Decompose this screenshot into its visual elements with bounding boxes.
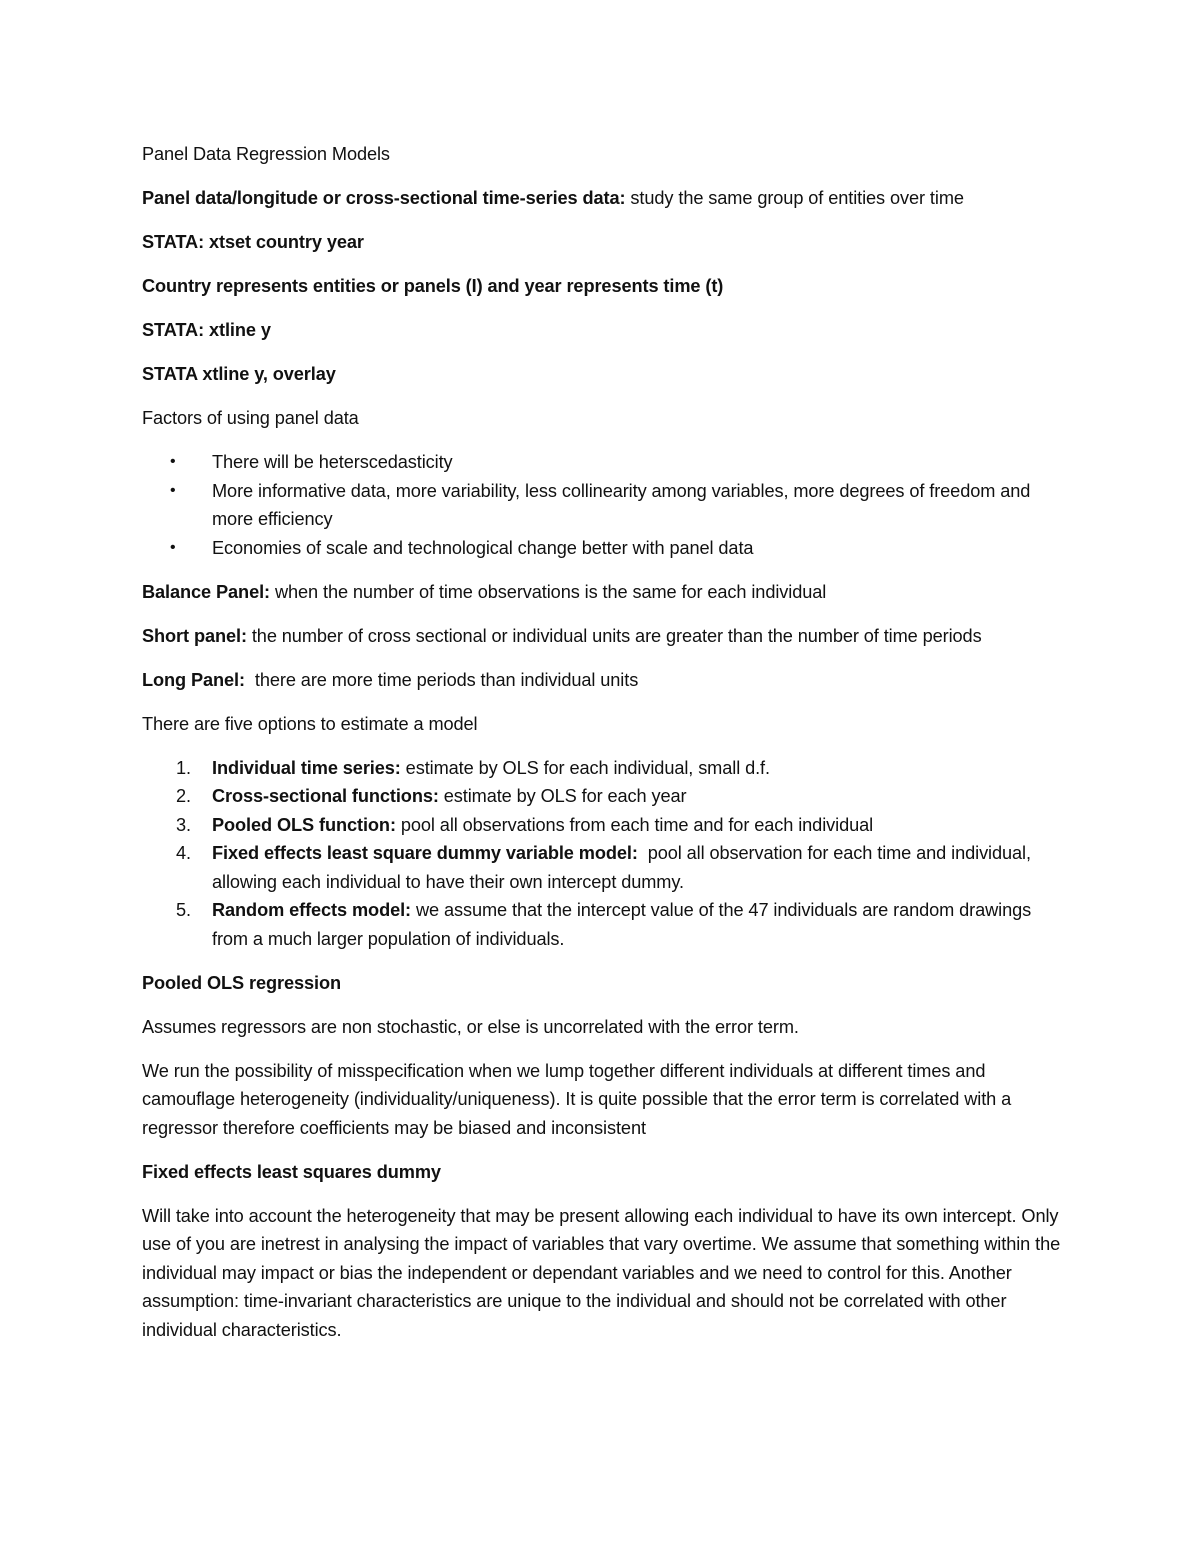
list-number: 5. xyxy=(176,900,191,920)
list-item: • Economies of scale and technological change better with panel data xyxy=(142,534,1062,563)
paragraph-country-entities: Country represents entities or panels (I) and year represents time (t) xyxy=(142,276,724,296)
paragraph-factors-intro: Factors of using panel data xyxy=(142,408,359,428)
paragraph-misspecification: We run the possibility of misspecification when we lump together different individuals at different times and camouflage heterogeneity (individuality/uniqueness). It is quite possible that the error term is correlated with a regressor therefore coefficients may be biased and inconsistent xyxy=(142,1060,1012,1138)
list-item: 3. Pooled OLS function: pool all observations from each time and for each individual xyxy=(142,811,1062,840)
paragraph-panel-data-definition: Panel data/longitude or cross-sectional time-series data: study the same group of entities over time xyxy=(142,188,964,208)
paragraph-stata-xtline: STATA: xtline y xyxy=(142,320,271,340)
list-number: 3. xyxy=(176,814,191,835)
bullet-icon: • xyxy=(170,481,176,499)
paragraph-short-panel: Short panel: the number of cross sectional or individual units are greater than the number of time periods xyxy=(142,625,982,646)
heading-pooled-ols: Pooled OLS regression xyxy=(142,972,342,993)
term-panel-data: Panel data/longitude or cross-sectional time-series data: xyxy=(142,188,626,208)
estimation-options-list xyxy=(142,754,1062,954)
paragraph-balance-panel: Balance Panel: when the number of time observations is the same for each individual xyxy=(142,581,827,602)
list-number: 1. xyxy=(176,757,191,778)
paragraph-long-panel: Long Panel: there are more time periods than individual units xyxy=(142,669,639,690)
bullet-icon: • xyxy=(170,538,176,556)
list-number: 4. xyxy=(176,843,191,863)
paragraph-fixed-effects-description: Will take into account the heterogeneity that may be present allowing each individual to have its own intercept. Only use of you are inetrest in analysing the impact of variables that vary overtime. We assume that something within the individual may impact or bias the independent or dependant variables and we need to control for this. Another assumption: time-invariant characteristics are unique to the individual and should not be correlated with other individual characteristics. xyxy=(142,1205,1061,1340)
paragraph-pooled-assumption: Assumes regressors are non stochastic, or else is uncorrelated with the error term. xyxy=(142,1016,799,1037)
heading-fixed-effects: Fixed effects least squares dummy xyxy=(142,1161,441,1182)
bullet-icon: • xyxy=(170,453,176,470)
document-title: Panel Data Regression Models xyxy=(142,144,390,164)
list-item: • There will be heterscedasticity xyxy=(142,448,1062,477)
factors-bullet-list xyxy=(142,448,1062,562)
paragraph-five-options-intro: There are five options to estimate a model xyxy=(142,713,478,734)
list-item: 2. Cross-sectional functions: estimate by OLS for each year xyxy=(142,782,1062,811)
paragraph-stata-xtset: STATA: xtset country year xyxy=(142,232,364,252)
list-item: 1. Individual time series: estimate by OLS for each individual, small d.f. xyxy=(142,754,1062,783)
document-body xyxy=(142,140,1062,1360)
list-item: • More informative data, more variability, less collinearity among variables, more degrees of freedom and more efficiency xyxy=(142,477,1062,534)
list-number: 2. xyxy=(176,786,191,806)
paragraph-stata-xtline-overlay: STATA xtline y, overlay xyxy=(142,364,336,384)
list-item: 4. Fixed effects least square dummy variable model: pool all observation for each time and individual, allowing each individual to have their own intercept dummy. xyxy=(142,839,1062,896)
list-item: 5. Random effects model: we assume that the intercept value of the 47 individuals are random drawings from a much larger population of individuals. xyxy=(142,896,1062,953)
